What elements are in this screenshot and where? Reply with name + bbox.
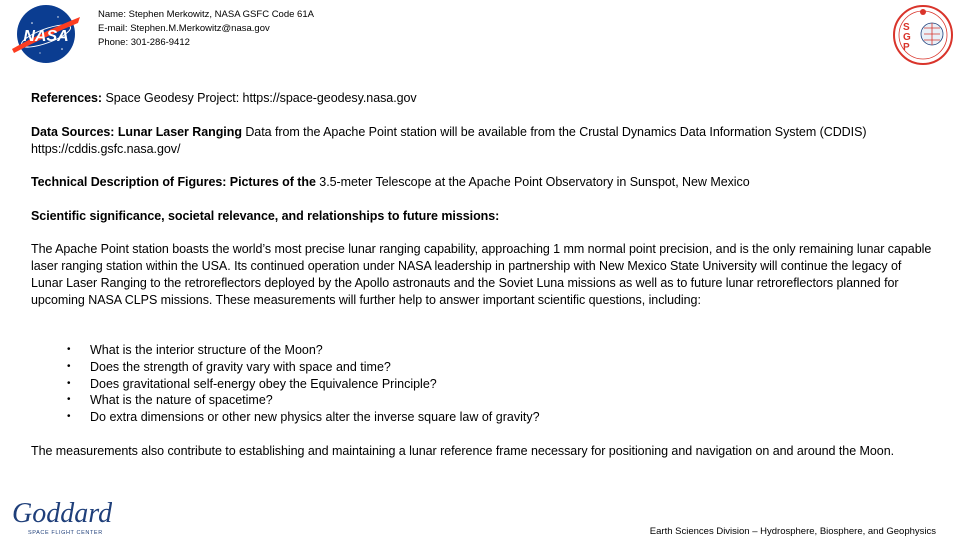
bullet: • [67, 344, 71, 355]
contact-phone: Phone: 301-286-9412 [98, 37, 190, 48]
sgp-logo-text: S G P [903, 22, 911, 53]
bullet: • [67, 360, 71, 372]
contact-name: Name: Stephen Merkowitz, NASA GSFC Code 61A [98, 9, 314, 20]
references-label: References: [31, 91, 103, 105]
sgp-logo [892, 4, 954, 66]
questions-list [31, 342, 540, 426]
list-item [31, 409, 540, 426]
contact-block [98, 8, 314, 50]
list-item [31, 376, 540, 393]
technical-description-text: 3.5-meter Telescope at the Apache Point Observatory in Sunspot, New Mexico [315, 175, 750, 189]
bullet: • [67, 394, 71, 406]
science-body: The Apache Point station boasts the world’s most precise lunar ranging capability, approaching 1 mm normal point precision, and is the only remaining lunar capable laser ranging station within the USA. Its continued operation under NASA leadership in partnership with New Mexico State University will continue the legacy of Lunar Laser Ranging to the retroreflectors deployed by the Apollo astronauts and the Soviet Luna missions as well as to future lunar retroreflectors planned for upcoming NASA CLPS missions. These measurements will further help to answer important scientific questions, including: [31, 242, 932, 307]
data-sources-text: Data from the Apache Point station will be available from the Crustal Dynamics Data Information System (CDDIS) https://cddis.gsfc.nasa.gov/ [31, 125, 867, 156]
goddard-logo-subtext: SPACE FLIGHT CENTER [28, 530, 103, 536]
question-text: Does gravitational self-energy obey the Equivalence Principle? [90, 376, 437, 391]
question-text: Does the strength of gravity vary with space and time? [90, 359, 391, 374]
list-item [31, 359, 540, 376]
technical-description-label: Technical Description of Figures: Pictures of the [31, 175, 316, 189]
question-text: Do extra dimensions or other new physics alter the inverse square law of gravity? [90, 410, 540, 425]
closing-paragraph: The measurements also contribute to establishing and maintaining a lunar reference frame necessary for positioning and navigation on and around the Moon. [31, 444, 895, 458]
question-text: What is the interior structure of the Moon? [90, 343, 323, 357]
goddard-logo [10, 494, 112, 540]
references [31, 90, 931, 107]
contact-email: E-mail: Stephen.M.Merkowitz@nasa.gov [98, 23, 270, 34]
division-footer: Earth Sciences Division – Hydrosphere, Biosphere, and Geophysics [649, 526, 936, 537]
data-sources-label: Data Sources: Lunar Laser Ranging [31, 125, 242, 139]
question-text: What is the nature of spacetime? [90, 393, 273, 408]
list-item [31, 342, 540, 359]
technical-description [31, 174, 931, 191]
list-item [31, 392, 540, 409]
bullet: • [67, 377, 71, 389]
science-heading: Scientific significance, societal relevance, and relationships to future missions: [31, 209, 500, 223]
nasa-logo-text: NASA [23, 28, 69, 45]
bullet: • [67, 411, 71, 423]
references-text: Space Geodesy Project: https://space-geodesy.nasa.gov [102, 91, 417, 105]
data-sources [31, 124, 931, 158]
nasa-logo [10, 3, 82, 65]
goddard-logo-text: Goddard [12, 498, 112, 529]
